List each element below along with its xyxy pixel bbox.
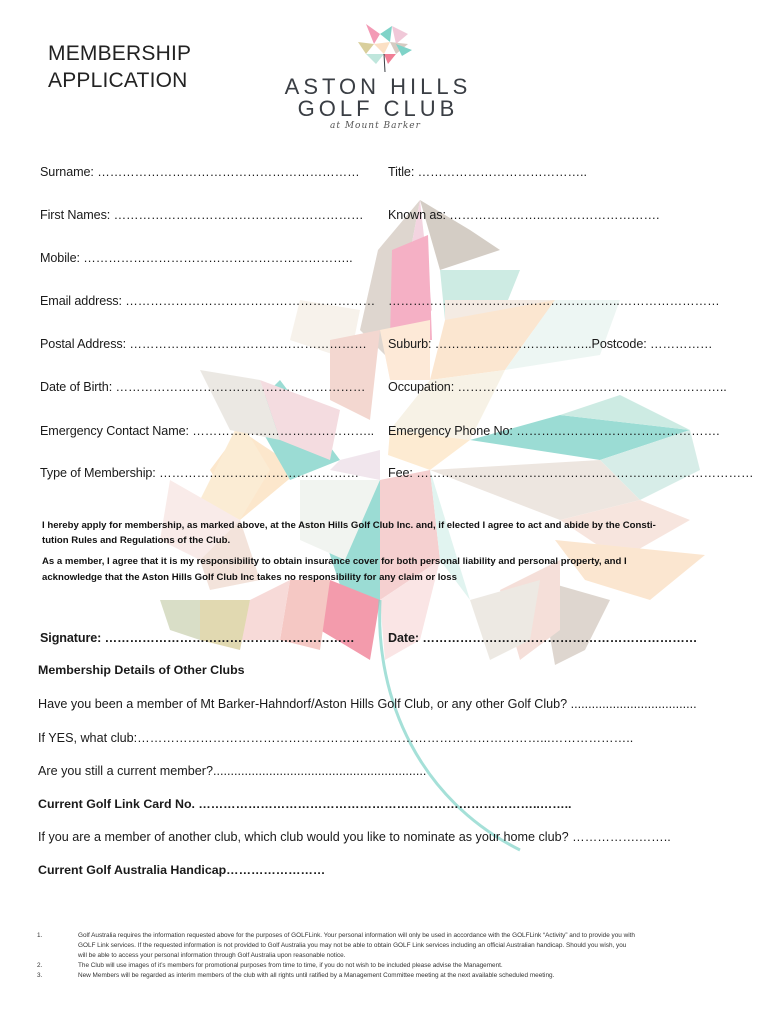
logo-name-line2: GOLF CLUB: [297, 96, 459, 121]
logo-name-line1: ASTON HILLS: [284, 74, 472, 99]
first-names-field[interactable]: First Names: ……………………………………………………: [40, 208, 364, 222]
title-field[interactable]: Title: …………………………………..: [388, 165, 587, 179]
footnote-2-number: 2.: [37, 962, 43, 969]
statement-line-3: As a member, I agree that it is my responsibility to obtain insurance cover for both personal liability and personal property, and I: [42, 556, 627, 567]
footnote-1-line-3: will be able to access your personal information through Golf Australia upon reasonable notice.: [78, 952, 346, 959]
occupation-field[interactable]: Occupation: ………………………………………………………..: [388, 380, 727, 394]
mobile-field[interactable]: Mobile: ………………………………………………………..: [40, 251, 353, 265]
statement-line-2: tution Rules and Regulations of the Club.: [42, 535, 231, 546]
footnote-2-text: The Club will use images of it’s members for promotional purposes from time to time, if you do not wish to be included please advise the Management.: [78, 962, 503, 969]
golf-australia-handicap-field[interactable]: Current Golf Australia Handicap……………………: [38, 863, 326, 877]
footnote-1-line-2: GOLF Link services. If the requested information is not provided to Golf Australia you may not be able to obtain GOLF Link services including an official Australian handicap. Should you wish, you: [78, 942, 627, 949]
footnote-3-text: New Members will be regarded as interim members of the club with all rights until ratified by a Management Committee meeting at the next available scheduled meeting.: [78, 972, 555, 979]
emergency-phone-field[interactable]: Emergency Phone No: ………………………………………….: [388, 424, 720, 438]
emergency-contact-name-field[interactable]: Emergency Contact Name: ……………………………………..: [40, 424, 374, 438]
home-club-question[interactable]: If you are a member of another club, which club would you like to nominate as your home club? …………….……..: [38, 830, 671, 844]
known-as-field[interactable]: Known as: …………………..……………………….: [388, 208, 660, 222]
date-field[interactable]: Date: …………………………………………………………: [388, 631, 698, 645]
statement-line-1: I hereby apply for membership, as marked above, at the Aston Hills Golf Club Inc. and, if elected I agree to act and abide by the Consti-: [42, 520, 656, 531]
page-title-line1: MEMBERSHIP: [48, 42, 192, 65]
previous-member-question[interactable]: Have you been a member of Mt Barker-Hahndorf/Aston Hills Golf Club, or any other Golf Club? ....................................: [38, 697, 697, 711]
postal-address-field[interactable]: Postal Address: …………………………………………………: [40, 337, 367, 351]
signature-field[interactable]: Signature: ……………………………………………………: [40, 631, 355, 645]
other-clubs-heading: Membership Details of Other Clubs: [38, 663, 245, 677]
footnote-1-line-1: Golf Australia requires the information requested above for the purposes of GOLFLink. Your personal information will only be used in accordance with the GOLFLink “Activity” and to provide you with: [78, 932, 635, 939]
statement-line-4: acknowledge that the Aston Hills Golf Club Inc takes no responsibility for any claim or loss: [42, 572, 457, 583]
golf-link-card-field[interactable]: Current Golf Link Card No. ………………………………………………………………………..……..: [38, 797, 572, 811]
footnote-1-number: 1.: [37, 932, 43, 939]
membership-type-field[interactable]: Type of Membership: …………………………………………: [40, 466, 359, 480]
footnote-3-number: 3.: [37, 972, 43, 979]
current-member-question[interactable]: Are you still a current member?.............................................................: [38, 764, 427, 778]
logo-tagline: at Mount Barker: [330, 121, 421, 131]
page-title-line2: APPLICATION: [48, 69, 188, 92]
which-club-question[interactable]: If YES, what club:……………………………………………………………………………………...………………..: [38, 731, 634, 745]
suburb-postcode-field[interactable]: Suburb: ………………………………..Postcode: ……………: [388, 337, 713, 351]
date-of-birth-field[interactable]: Date of Birth: ……………………………………………………: [40, 380, 366, 394]
email-field-continued[interactable]: ………………………………………………..……………………: [388, 294, 720, 308]
email-field[interactable]: Email address: ……………………………………………………: [40, 294, 376, 308]
fee-field[interactable]: Fee: ………………………………………………………………………: [388, 466, 754, 480]
leaf-logo-icon: [352, 20, 414, 72]
surname-field[interactable]: Surname: ………………………………………………………: [40, 165, 360, 179]
